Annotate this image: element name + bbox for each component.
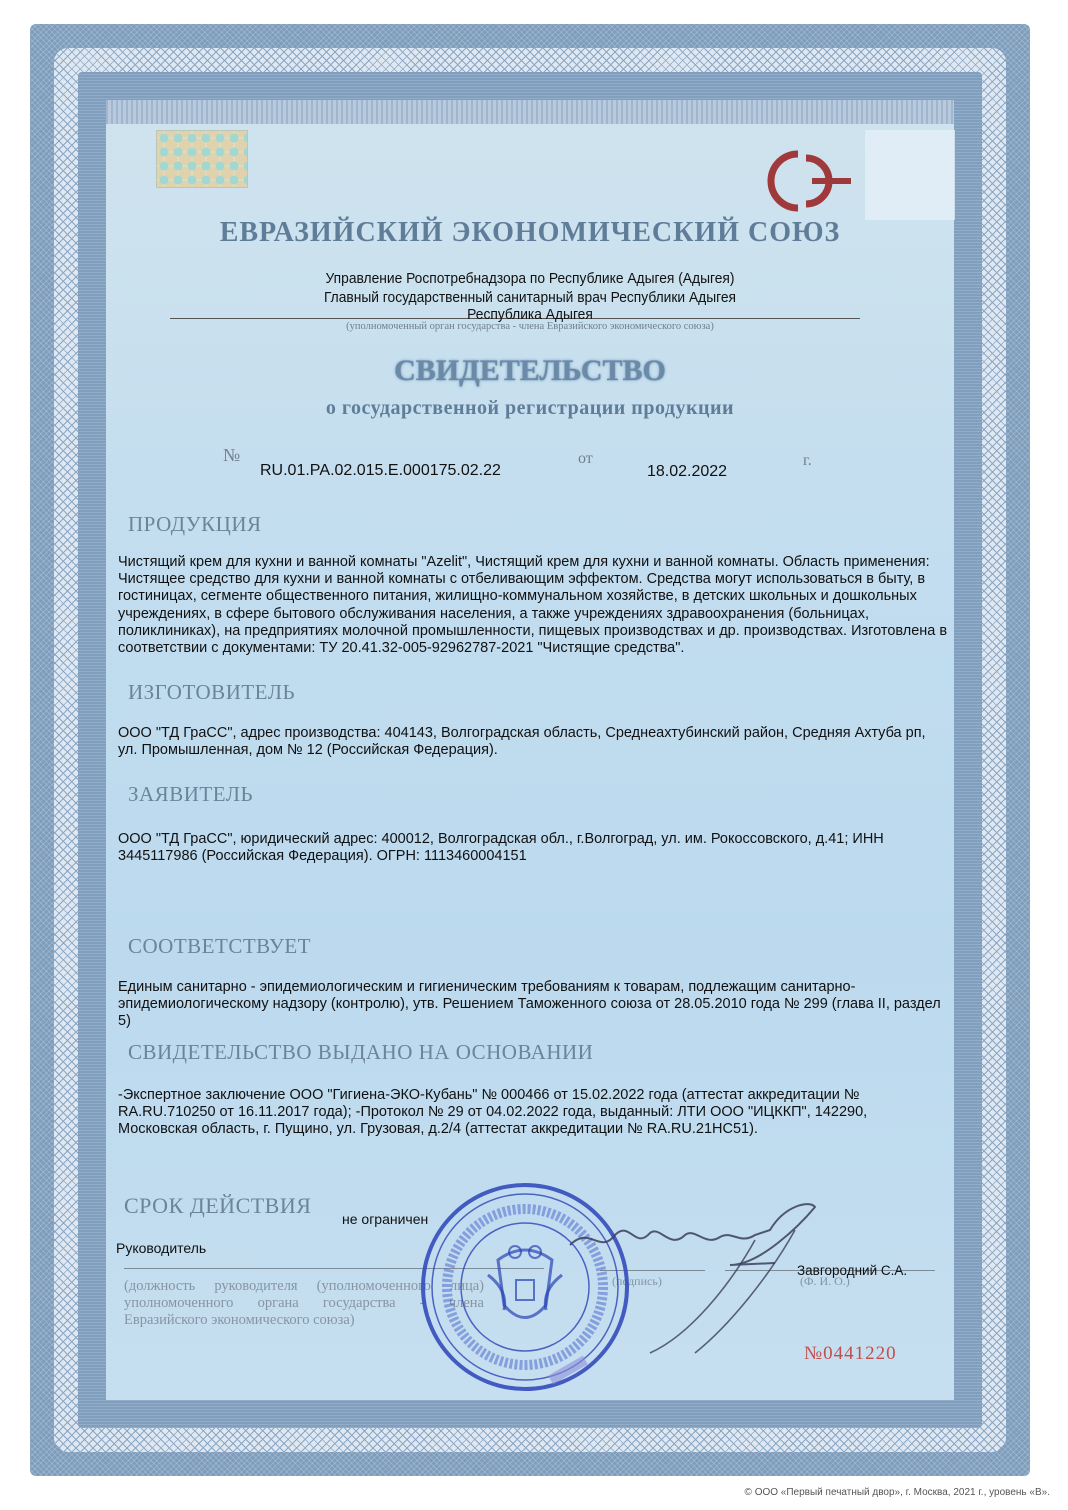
name-caption: (Ф. И. О.) — [800, 1274, 850, 1288]
date-label: от — [578, 450, 593, 467]
handwritten-signature-icon — [560, 1195, 820, 1355]
conforms-heading: СООТВЕТСТВУЕТ — [128, 934, 311, 958]
role-caption: (должность руководителя (уполномоченного лица) уполномоченного органа государства - члена Евразийского экономического союза) — [124, 1278, 484, 1328]
hologram-icon — [156, 130, 248, 188]
signer-name: Завгородний С.А. — [797, 1263, 908, 1278]
product-text: Чистящий крем для кухни и ванной комнаты "Azelit", Чистящий крем для кухни и ванной комнаты. Область применения: Чистящее средство для кухни и ванной комнаты с отбеливающим эффектом. Средства могут использоваться в быту, в гостиницах, сегменте общественного питания, жилищно-коммунальном хозяйстве, в детских школьных и дошкольных учреждениях, в сфере бытового обслуживания населения, а также учреждениях здравоохранения (больницах, поликлиниках), на предприятиях молочной промышленности, пищевых производствах и др. производствах. Изготовлена в соответствии с документами: ТУ 20.41.32-005-92962787-2021 "Чистящие средства". — [118, 554, 948, 657]
applicant-text: ООО "ТД ГраСС", юридический адрес: 400012, Волгоградская обл., г.Волгоград, ул. им. Рокоссовского, д.41; ИНН 3445117986 (Российская Федерация). ОГРН: 1113460004151 — [118, 831, 884, 865]
basis-heading: СВИДЕТЕЛЬСТВО ВЫДАНО НА ОСНОВАНИИ — [128, 1040, 594, 1064]
print-note: © ООО «Первый печатный двор», г. Москва, 2021 г., уровень «В». — [744, 1487, 1050, 1498]
authority-line-2: Главный государственный санитарный врач Республики Адыгея — [323, 289, 737, 306]
top-pattern-strip — [106, 100, 954, 126]
product-heading: ПРОДУКЦИЯ — [128, 512, 262, 536]
authority-caption: (уполномоченный орган государства - члена Евразийского экономического союза) — [346, 321, 714, 332]
union-title: ЕВРАЗИЙСКИЙ ЭКОНОМИЧЕСКИЙ СОЮЗ — [219, 217, 841, 248]
manufacturer-heading: ИЗГОТОВИТЕЛЬ — [128, 680, 296, 704]
applicant-heading: ЗАЯВИТЕЛЬ — [128, 782, 254, 806]
certificate-title: СВИДЕТЕЛЬСТВО — [394, 354, 666, 387]
authority-line-3: Республика Адыгея — [467, 306, 593, 323]
serial-number: №0441220 — [804, 1343, 897, 1364]
validity-heading: СРОК ДЕЙСТВИЯ — [124, 1193, 312, 1218]
signature-caption: (подпись) — [612, 1274, 662, 1288]
eaeu-logo-icon — [766, 148, 856, 214]
year-suffix: г. — [803, 452, 812, 469]
role-label: Руководитель — [116, 1240, 207, 1256]
certificate-date: 18.02.2022 — [647, 463, 728, 480]
certificate-number: RU.01.РА.02.015.Е.000175.02.22 — [260, 462, 501, 479]
certificate-subtitle: о государственной регистрации продукции — [325, 397, 735, 419]
number-label: № — [223, 445, 241, 465]
manufacturer-text: ООО "ТД ГраСС", адрес производства: 404143, Волгоградская область, Среднеахтубинский район, Средняя Ахтуба рп, ул. Промышленная, дом № 12 (Российская Федерация). — [118, 725, 926, 759]
blank-watermark-area — [865, 130, 955, 220]
authority-line-1: Управление Роспотребнадзора по Республике Адыгея (Адыгея) — [325, 270, 735, 287]
conforms-text: Единым санитарно - эпидемиологическим и гигиеническим требованиям к товарам, подлежащим санитарно-эпидемиологическому надзору (контролю), утв. Решением Таможенного союза от 28.05.2010 года № 299 (глава II, раздел 5) — [118, 979, 941, 1030]
basis-text: -Экспертное заключение ООО "Гигиена-ЭКО-Кубань" № 000466 от 15.02.2022 года (аттестат аккредитации № RA.RU.710250 от 16.11.2017 года); -Протокол № 29 от 04.02.2022 года, выданный: ЛТИ ООО "ИЦККП", 142290, Московская область, г. Пущино, ул. Грузовая, д.2/4 (аттестат аккредитации № RA.RU.21НС51). — [118, 1087, 868, 1138]
validity-value: не ограничен — [342, 1211, 429, 1227]
